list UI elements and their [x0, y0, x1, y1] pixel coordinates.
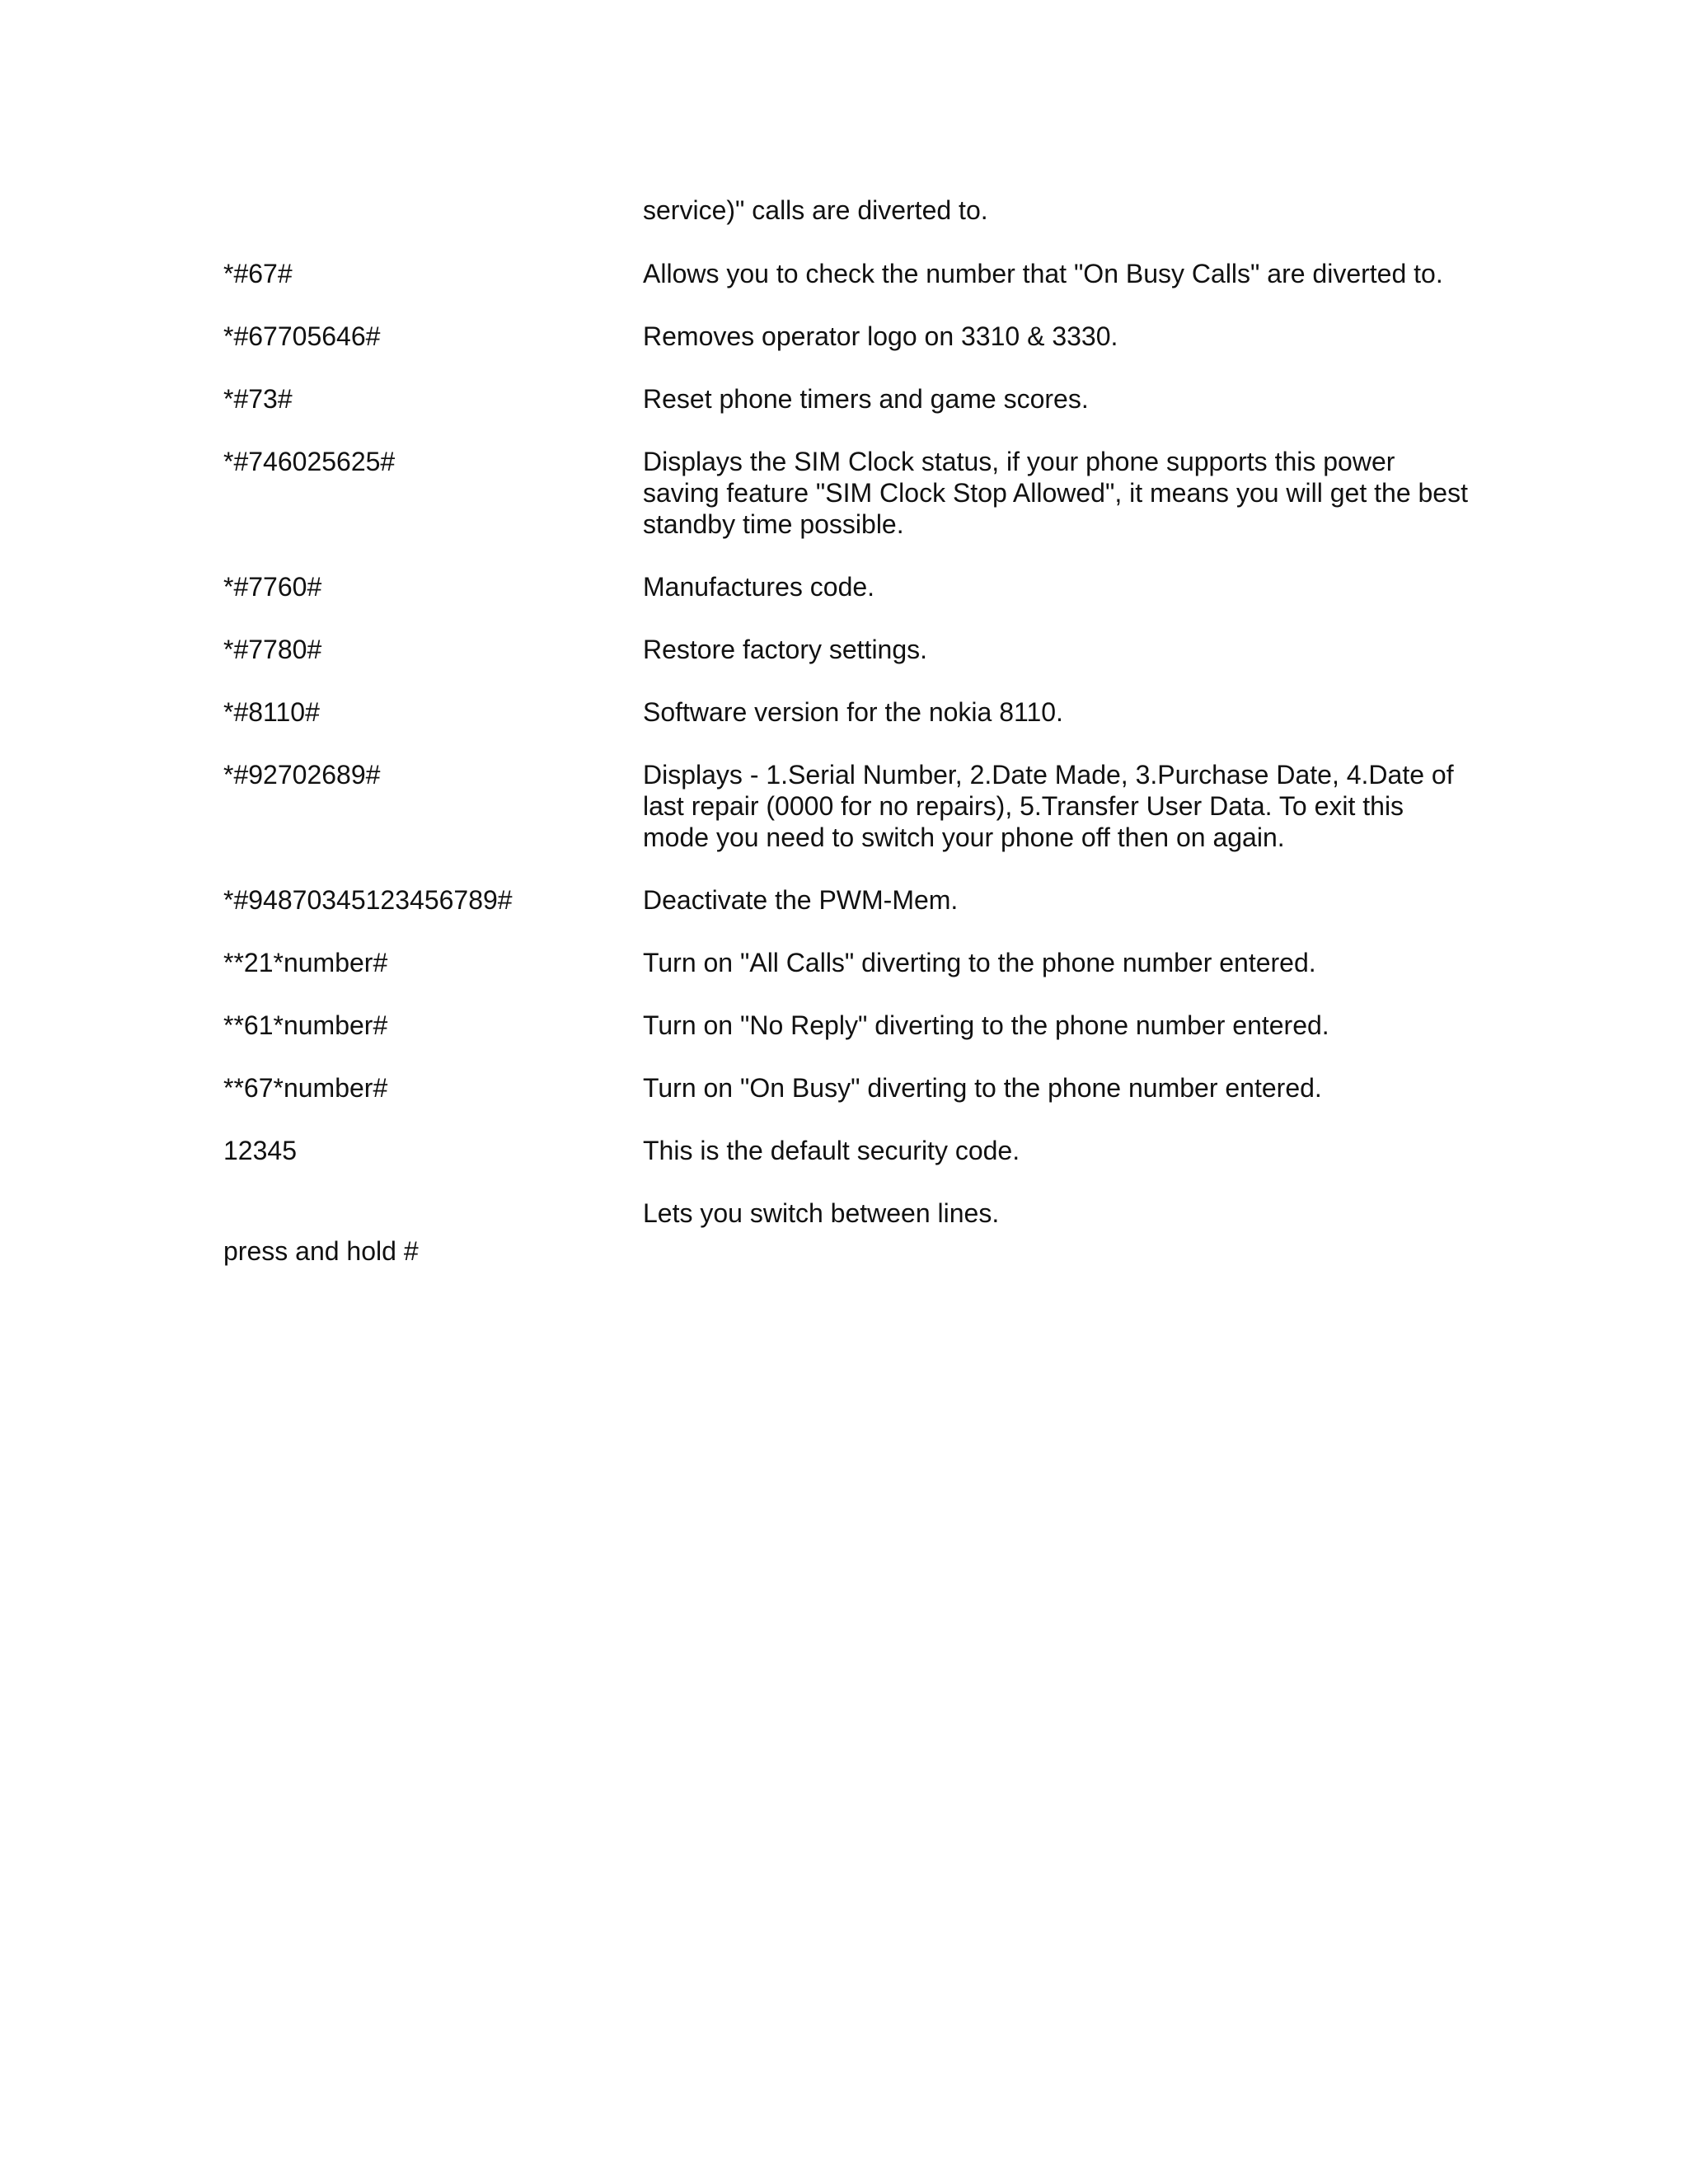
code-table [223, 258, 1476, 1266]
table-row [223, 634, 1476, 665]
table-row [223, 446, 1476, 540]
table-row [223, 571, 1476, 602]
description-cell: Removes operator logo on 3310 & 3330. [643, 321, 1118, 351]
code-cell: 12345 [223, 1136, 297, 1165]
table-row [223, 1135, 1476, 1166]
description-cell: Displays - 1.Serial Number, 2.Date Made, 3.Purchase Date, 4.Date of last repair (0000 for no repairs), 5.Transfer User Data. To exit this mode you need to switch your phone off then on again. [643, 760, 1454, 852]
code-cell: **61*number# [223, 1010, 388, 1040]
description-cell: Turn on "On Busy" diverting to the phone number entered. [643, 1073, 1322, 1103]
description-cell: Manufactures code. [643, 572, 875, 602]
code-cell: **21*number# [223, 948, 388, 977]
table-row [223, 696, 1476, 728]
code-cell: *#92702689# [223, 760, 381, 790]
description-cell: This is the default security code. [643, 1136, 1020, 1165]
table-row [223, 1197, 1476, 1266]
code-cell: press and hold # [223, 1236, 419, 1266]
table-row [223, 258, 1476, 289]
code-cell: *#7780# [223, 635, 322, 664]
code-cell: *#8110# [223, 697, 320, 727]
table-row [223, 759, 1476, 853]
description-cell: Turn on "All Calls" diverting to the phone number entered. [643, 948, 1316, 977]
description-cell: Turn on "No Reply" diverting to the phone number entered. [643, 1010, 1329, 1040]
table-row [223, 884, 1476, 916]
description-cell: Allows you to check the number that "On Busy Calls" are diverted to. [643, 259, 1443, 288]
code-cell: *#94870345123456789# [223, 885, 513, 915]
code-cell: *#7760# [223, 572, 322, 602]
table-row [223, 321, 1476, 352]
table-row [223, 1010, 1476, 1041]
description-cell: Deactivate the PWM-Mem. [643, 885, 959, 915]
code-cell: *#67# [223, 259, 293, 288]
description-cell: Restore factory settings. [643, 635, 928, 664]
code-cell: *#746025625# [223, 447, 396, 476]
code-cell: *#73# [223, 384, 293, 414]
code-cell: **67*number# [223, 1073, 388, 1103]
description-cell: Software version for the nokia 8110. [643, 697, 1063, 727]
description-cell: Lets you switch between lines. [643, 1198, 1000, 1228]
table-row [223, 383, 1476, 415]
description-cell: Reset phone timers and game scores. [643, 384, 1089, 414]
table-row [223, 1072, 1476, 1104]
code-cell: *#67705646# [223, 321, 381, 351]
description-cell: Displays the SIM Clock status, if your phone supports this power saving feature "SIM Clock Stop Allowed", it means you will get the best standby time possible. [643, 447, 1468, 539]
table-row [223, 947, 1476, 978]
continued-description: service)" calls are diverted to. [643, 195, 988, 225]
